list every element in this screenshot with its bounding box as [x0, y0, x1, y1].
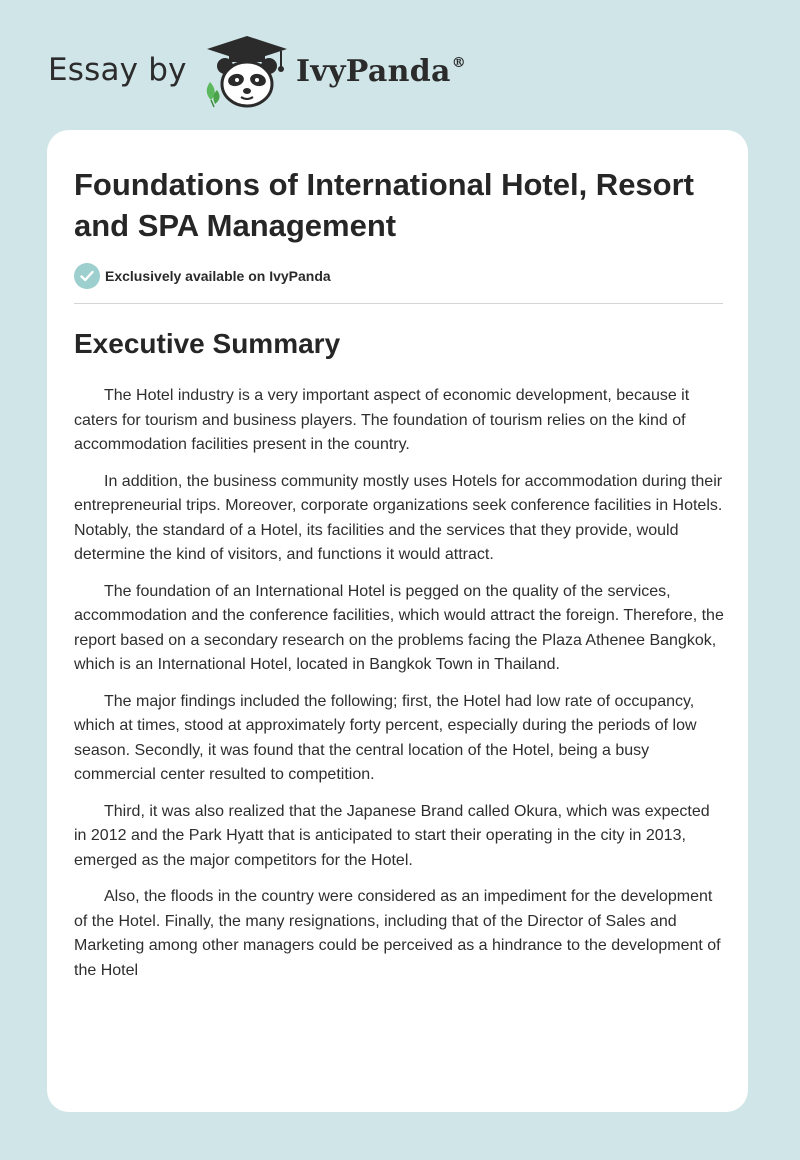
divider	[74, 303, 723, 304]
paragraph: Third, it was also realized that the Japanese Brand called Okura, which was expected in 2012 and the Park Hyatt that is anticipated to start their operating in the city in 2013, emerged as the major competitors for the Hotel.	[74, 802, 710, 869]
exclusive-badge	[74, 263, 331, 289]
check-circle-icon	[74, 263, 100, 289]
essay-body	[74, 384, 724, 995]
brand-header[interactable]	[48, 34, 508, 108]
registered-mark: ®	[451, 55, 467, 71]
paragraph: The foundation of an International Hotel is pegged on the quality of the services, accommodation and the conference facilities, which would attract the foreign. Therefore, the report based on a secondary research on the problems facing the Plaza Athenee Bangkok, which is an International Hotel, located in Bangkok Town in Thailand.	[74, 582, 724, 673]
section-heading: Executive Summary	[74, 328, 341, 359]
essay-card	[47, 130, 748, 1112]
exclusive-label: Exclusively available on IvyPanda	[105, 268, 331, 284]
paragraph: The Hotel industry is a very important aspect of economic development, because it caters for tourism and business players. The foundation of tourism relies on the kind of accommodation facilities present in the country.	[74, 387, 690, 453]
paragraph: The major findings included the following; first, the Hotel had low rate of occupancy, which at times, stood at approximately forty percent, especially during the periods of low season. Secondly, it was found that the central location of the Hotel, being a busy commercial center resulted to competition.	[74, 692, 697, 783]
panda-graduate-icon	[201, 34, 293, 108]
page-title: Foundations of International Hotel, Resort and SPA Management	[74, 167, 694, 243]
paragraph: In addition, the business community mostly uses Hotels for accommodation during their entrepreneurial trips. Moreover, corporate organizations seek conference facilities in Hotels. Notably, the standard of a Hotel, its facilities and the services that they provide, would determine the kind of visitors, and functions it would attract.	[74, 472, 723, 563]
paragraph: Also, the floods in the country were considered as an impediment for the development of the Hotel. Finally, the many resignations, including that of the Director of Sales and Marketing among other managers could be perceived as a hindrance to the development of the Hotel	[74, 888, 721, 979]
essay-by-label: Essay by	[48, 52, 187, 88]
ivypanda-logo-text: IvyPanda®	[296, 54, 467, 89]
